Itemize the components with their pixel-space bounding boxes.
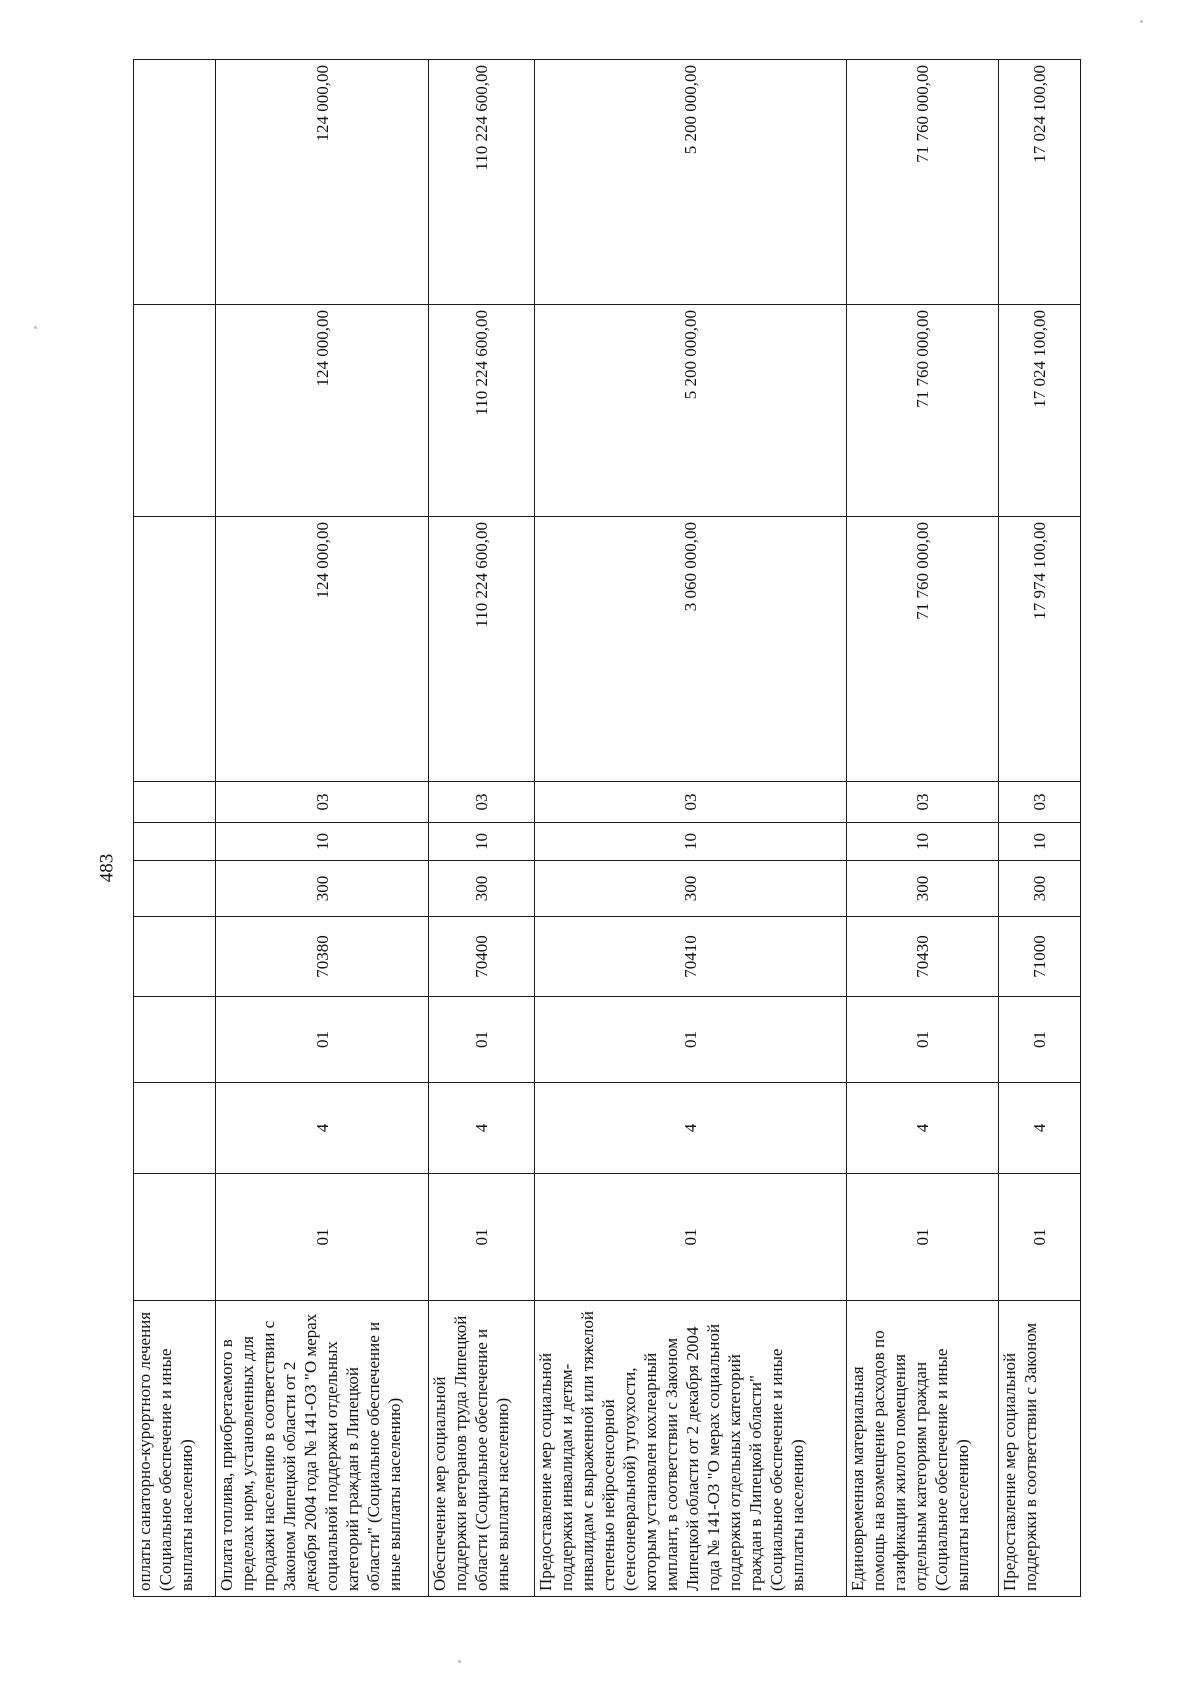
program-code-cell: 01 bbox=[535, 1174, 847, 1301]
table-row bbox=[847, 60, 999, 1597]
amount-year1-cell: 17 974 100,00 bbox=[999, 517, 1081, 782]
main-activity-cell: 01 bbox=[999, 997, 1081, 1083]
section-cell: 10 bbox=[535, 823, 847, 861]
subsection-cell: 03 bbox=[429, 782, 535, 823]
subsection-cell: 03 bbox=[535, 782, 847, 823]
main-activity-cell: 01 bbox=[847, 997, 999, 1083]
program-code-cell: 01 bbox=[999, 1174, 1081, 1301]
expense-type-cell: 300 bbox=[847, 861, 999, 917]
scan-dot bbox=[34, 326, 37, 329]
amount-year3-cell: 110 224 600,00 bbox=[429, 60, 535, 305]
amount-year1-cell: 110 224 600,00 bbox=[429, 517, 535, 782]
subprogram-type-cell: 4 bbox=[429, 1083, 535, 1174]
direction-code-cell bbox=[134, 917, 216, 997]
page-number bbox=[92, 845, 122, 891]
table-row bbox=[535, 60, 847, 1597]
amount-year1-cell: 71 760 000,00 bbox=[847, 517, 999, 782]
amount-year1-cell: 3 060 000,00 bbox=[535, 517, 847, 782]
direction-code-cell: 70380 bbox=[216, 917, 429, 997]
scan-dot bbox=[458, 1660, 461, 1663]
table-body bbox=[134, 60, 1081, 1597]
subprogram-type-cell: 4 bbox=[847, 1083, 999, 1174]
amount-year3-cell: 71 760 000,00 bbox=[847, 60, 999, 305]
page-number-text: 483 bbox=[96, 853, 117, 883]
direction-code-cell: 70430 bbox=[847, 917, 999, 997]
table-row bbox=[216, 60, 429, 1597]
expense-name-cell: Предоставление мер социальной поддержки инвалидам и детям-инвалидам с выраженной или тяжелой степенью нейросенсорной (сенсоневральной) тугоухости, которым установлен кохлеарный имплант, в соответствии с Законом Липецкой области от 2 декабря 2004 года № 141-ОЗ "О мерах социальной поддержки отдельных категорий граждан в Липецкой области" (Социальное обеспечение и иные выплаты населению) bbox=[535, 1301, 847, 1597]
section-cell: 10 bbox=[429, 823, 535, 861]
expense-type-cell: 300 bbox=[999, 861, 1081, 917]
program-code-cell bbox=[134, 1174, 216, 1301]
subprogram-type-cell bbox=[134, 1083, 216, 1174]
table-row bbox=[999, 60, 1081, 1597]
expense-type-cell: 300 bbox=[429, 861, 535, 917]
amount-year3-cell: 17 024 100,00 bbox=[999, 60, 1081, 305]
direction-code-cell: 71000 bbox=[999, 917, 1081, 997]
amount-year2-cell bbox=[134, 305, 216, 517]
section-cell: 10 bbox=[999, 823, 1081, 861]
subsection-cell: 03 bbox=[847, 782, 999, 823]
amount-year2-cell: 5 200 000,00 bbox=[535, 305, 847, 517]
expense-type-cell: 300 bbox=[216, 861, 429, 917]
expense-name-cell: Предоставление мер социальной поддержки в соответствии с Законом bbox=[999, 1301, 1081, 1597]
section-cell: 10 bbox=[216, 823, 429, 861]
direction-code-cell: 70410 bbox=[535, 917, 847, 997]
direction-code-cell: 70400 bbox=[429, 917, 535, 997]
subsection-cell: 03 bbox=[999, 782, 1081, 823]
expense-name-cell: Оплата топлива, приобретаемого в пределах норм, установленных для продажи населению в соответствии с Законом Липецкой области от 2 декабря 2004 года № 141-ОЗ "О мерах социальной поддержки отдельных категорий граждан в Липецкой области" (Социальное обеспечение и иные выплаты населению) bbox=[216, 1301, 429, 1597]
amount-year2-cell: 110 224 600,00 bbox=[429, 305, 535, 517]
subprogram-type-cell: 4 bbox=[535, 1083, 847, 1174]
amount-year1-cell: 124 000,00 bbox=[216, 517, 429, 782]
program-code-cell: 01 bbox=[216, 1174, 429, 1301]
main-activity-cell: 01 bbox=[216, 997, 429, 1083]
scan-dot bbox=[1140, 20, 1143, 23]
program-code-cell: 01 bbox=[429, 1174, 535, 1301]
subprogram-type-cell: 4 bbox=[999, 1083, 1081, 1174]
expense-type-cell: 300 bbox=[535, 861, 847, 917]
section-cell: 10 bbox=[847, 823, 999, 861]
expense-name-cell: Обеспечение мер социальной поддержки ветеранов труда Липецкой области (Социальное обеспечение и иные выплаты населению) bbox=[429, 1301, 535, 1597]
expense-name-cell: оплаты санаторно-курортного лечения (Социальное обеспечение и иные выплаты населению) bbox=[134, 1301, 216, 1597]
amount-year2-cell: 17 024 100,00 bbox=[999, 305, 1081, 517]
subprogram-type-cell: 4 bbox=[216, 1083, 429, 1174]
expense-type-cell bbox=[134, 861, 216, 917]
amount-year1-cell bbox=[134, 517, 216, 782]
subsection-cell bbox=[134, 782, 216, 823]
table-row bbox=[429, 60, 535, 1597]
expense-name-cell: Единовременная материальная помощь на возмещение расходов по газификации жилого помещения отдельным категориям граждан (Социальное обеспечение и иные выплаты населению) bbox=[847, 1301, 999, 1597]
amount-year2-cell: 71 760 000,00 bbox=[847, 305, 999, 517]
subsection-cell: 03 bbox=[216, 782, 429, 823]
program-code-cell: 01 bbox=[847, 1174, 999, 1301]
section-cell bbox=[134, 823, 216, 861]
amount-year2-cell: 124 000,00 bbox=[216, 305, 429, 517]
budget-table bbox=[133, 59, 1081, 1597]
amount-year3-cell bbox=[134, 60, 216, 305]
main-activity-cell bbox=[134, 997, 216, 1083]
main-activity-cell: 01 bbox=[535, 997, 847, 1083]
rotated-table-frame bbox=[133, 60, 1080, 1597]
main-activity-cell: 01 bbox=[429, 997, 535, 1083]
amount-year3-cell: 5 200 000,00 bbox=[535, 60, 847, 305]
table-row bbox=[134, 60, 216, 1597]
amount-year3-cell: 124 000,00 bbox=[216, 60, 429, 305]
